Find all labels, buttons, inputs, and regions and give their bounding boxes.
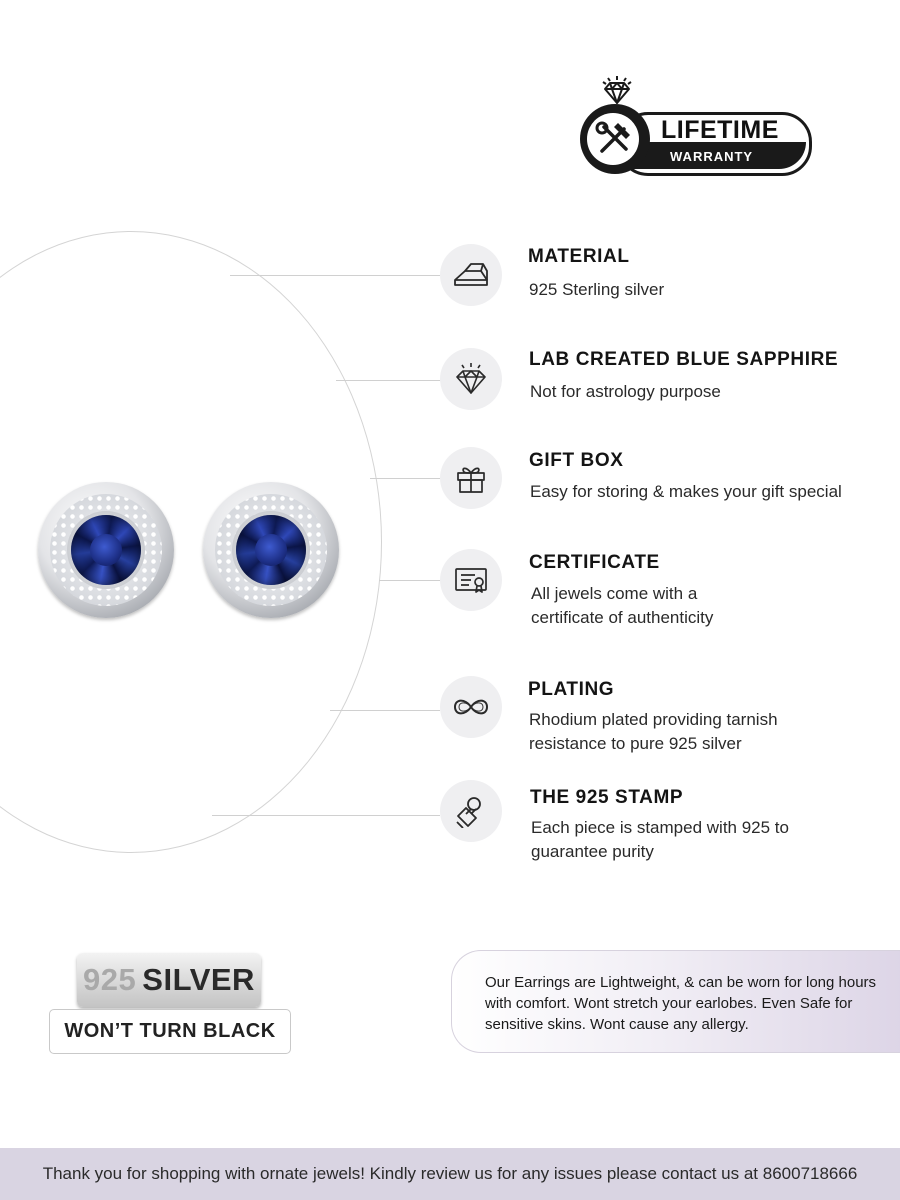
- feature-title-sapphire: LAB CREATED BLUE SAPPHIRE: [529, 349, 839, 370]
- earring-left: [38, 482, 174, 618]
- feature-desc-certificate-line-1: All jewels come with a: [531, 584, 698, 603]
- plating-icon-badge: [440, 676, 502, 738]
- connector-line: [230, 275, 440, 276]
- sparkling-diamond-icon: [600, 76, 634, 106]
- wont-turn-black-label: WON’T TURN BLACK: [49, 1009, 291, 1054]
- feature-title-925-stamp: THE 925 STAMP: [530, 787, 684, 808]
- lifetime-warranty-badge: [578, 76, 810, 184]
- feature-desc-material: 925 Sterling silver: [529, 280, 665, 299]
- footer-contact-bar: Thank you for shopping with ornate jewels! Kindly review us for any issues please contact us at 8600718666: [0, 1148, 900, 1200]
- feature-desc-gift-box: Easy for storing & makes your gift special: [530, 482, 842, 501]
- stamp-icon-badge: [440, 780, 502, 842]
- silver-number: 925: [83, 962, 137, 997]
- connector-line: [330, 710, 440, 711]
- feature-desc-sapphire: Not for astrology purpose: [530, 382, 721, 401]
- connector-line: [370, 478, 440, 479]
- lightweight-note-text: Our Earrings are Lightweight, & can be worn for long hours with comfort. Wont stretch your earlobes. Even Safe for sensitive skins. Wont cause any allergy.: [485, 974, 877, 1033]
- badge-line-2: WARRANTY: [670, 149, 754, 164]
- feature-desc-plating-line-1: Rhodium plated providing tarnish: [529, 710, 778, 729]
- feature-desc-certificate-line-2: certificate of authenticity: [531, 608, 714, 627]
- gift-box-icon: [454, 461, 488, 495]
- infinity-icon: [451, 695, 491, 719]
- 925-silver-label: [77, 953, 261, 1007]
- feature-desc-plating-line-2: resistance to pure 925 silver: [529, 734, 742, 753]
- connector-line: [212, 815, 440, 816]
- feature-title-material: MATERIAL: [528, 246, 630, 267]
- gift-box-icon-badge: [440, 447, 502, 509]
- silver-bar-icon: [451, 260, 491, 290]
- connector-line: [336, 380, 440, 381]
- material-icon-badge: [440, 244, 502, 306]
- feature-title-gift-box: GIFT BOX: [529, 450, 624, 471]
- feature-title-plating: PLATING: [528, 679, 615, 700]
- feature-desc-925-stamp-line-2: guarantee purity: [531, 842, 654, 861]
- earring-right: [203, 482, 339, 618]
- feature-title-certificate: CERTIFICATE: [529, 552, 660, 573]
- sapphire-icon-badge: [440, 348, 502, 410]
- stamp-icon: [454, 794, 488, 828]
- lightweight-note-panel: [451, 950, 900, 1053]
- tools-icon: [594, 119, 634, 159]
- certificate-icon-badge: [440, 549, 502, 611]
- connector-line: [379, 580, 440, 581]
- feature-desc-925-stamp-line-1: Each piece is stamped with 925 to: [531, 818, 789, 837]
- silver-word: SILVER: [142, 962, 255, 997]
- certificate-icon: [453, 565, 489, 595]
- badge-line-1: LIFETIME: [661, 116, 779, 144]
- diamond-icon: [453, 362, 489, 396]
